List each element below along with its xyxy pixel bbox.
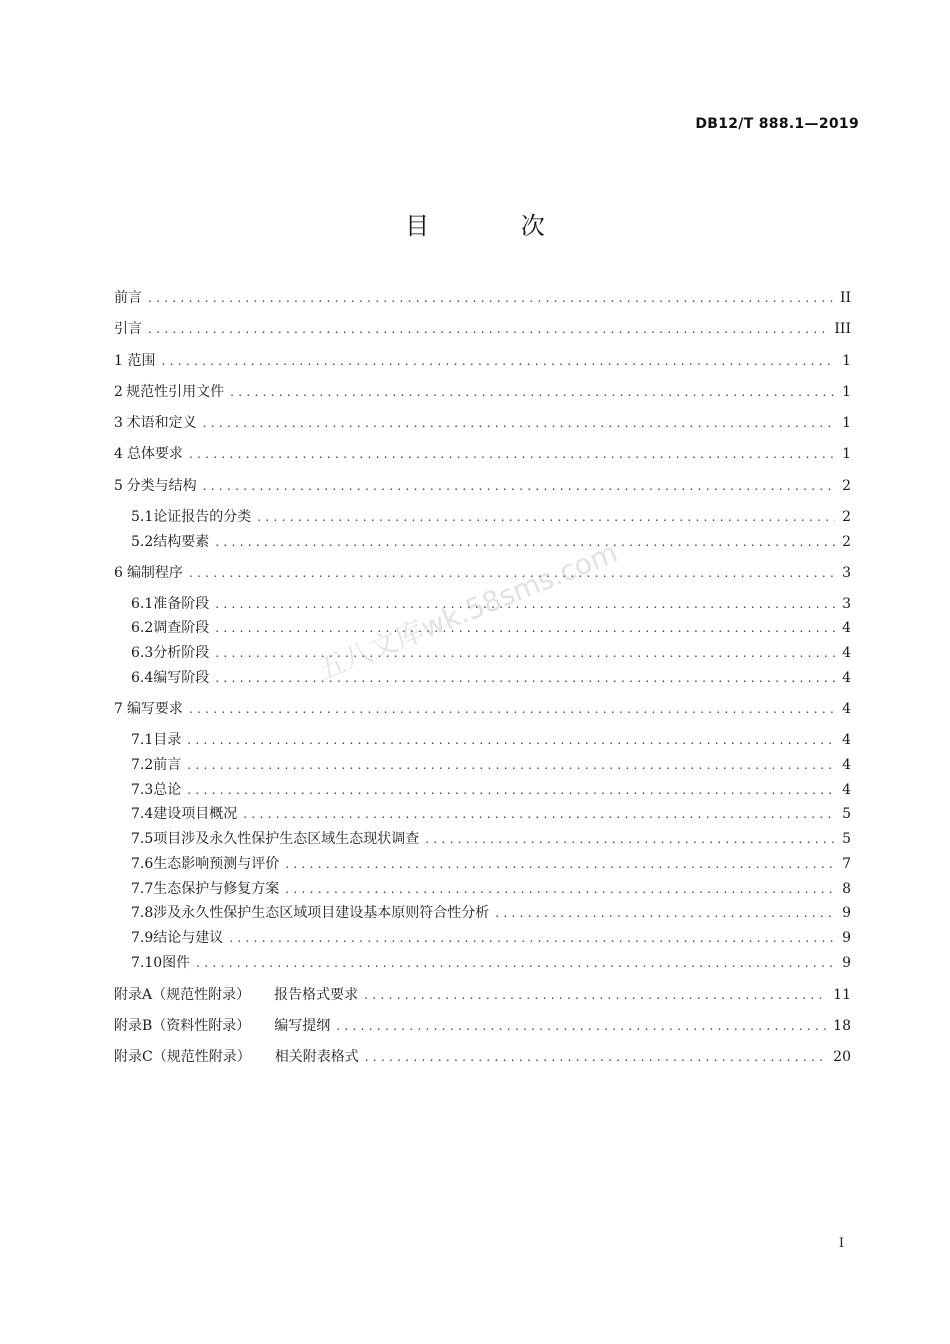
toc-entry[interactable] (131, 779, 851, 801)
toc-entry-label: 生态影响预测与评价 (153, 856, 280, 872)
toc-entry-page: 4 (842, 732, 851, 748)
toc-entry[interactable] (131, 729, 851, 751)
toc-entry[interactable] (114, 350, 851, 372)
toc-entry-label: 分析阶段 (153, 645, 210, 661)
toc-entry-number: 6.3 (131, 645, 154, 661)
toc-entry-label: 分类与结构 (126, 478, 197, 494)
toc-leader-dots (365, 1046, 827, 1068)
toc-entry-page: 9 (842, 930, 851, 946)
toc-entry-label: 相关附表格式 (274, 1049, 359, 1065)
toc-entry[interactable] (114, 475, 851, 497)
toc-entry-page: 5 (842, 831, 851, 847)
toc-entry[interactable] (131, 531, 851, 553)
toc-entry-page: 2 (842, 534, 851, 550)
toc-entry-number: 3 (114, 415, 123, 431)
toc-entry-label: 图件 (162, 955, 191, 971)
toc-leader-dots (285, 853, 835, 875)
toc-entry-label: 项目涉及永久性保护生态区域生态现状调查 (153, 831, 420, 847)
toc-leader-dots (243, 803, 835, 825)
watermark: 五八文库wk.58sms.com (312, 535, 623, 687)
toc-entry[interactable] (114, 1046, 851, 1068)
toc-entry-number: 5.2 (131, 534, 154, 550)
toc-entry-number: 7.9 (131, 930, 154, 946)
toc-entry-number: 7.1 (131, 732, 154, 748)
toc-entry-label: 引言 (114, 321, 142, 337)
toc-entry-page: 5 (842, 806, 851, 822)
toc-entry-page: 4 (842, 757, 851, 773)
toc-entry-label: 前言 (153, 757, 182, 773)
toc-entry[interactable] (131, 853, 851, 875)
toc-entry-page: 7 (842, 856, 851, 872)
toc-entry-number: 7.6 (131, 856, 154, 872)
toc-entry-number: 7.2 (131, 757, 154, 773)
toc-entry-label: 规范性引用文件 (126, 384, 225, 400)
toc-entry-number: 7.4 (131, 806, 154, 822)
toc-entry-label: 结论与建议 (153, 930, 224, 946)
toc-entry-label: 总体要求 (126, 446, 183, 462)
toc-entry-number: 7.10 (131, 955, 163, 971)
toc-entry-number: 7.7 (131, 881, 154, 897)
toc-leader-dots (229, 927, 835, 949)
toc-leader-dots (189, 443, 835, 465)
toc-entry[interactable] (131, 927, 851, 949)
toc-leader-dots (364, 984, 827, 1006)
toc-entry-label: 编写阶段 (153, 670, 210, 686)
toc-leader-dots (336, 1015, 827, 1037)
toc-entry[interactable] (114, 381, 851, 403)
toc-entry-label: 调查阶段 (153, 620, 210, 636)
page-number: I (838, 1236, 844, 1251)
toc-leader-dots (161, 350, 835, 372)
toc-entry-number: 2 (114, 384, 123, 400)
toc-leader-dots (425, 828, 835, 850)
toc-entry-number: 7.5 (131, 831, 154, 847)
toc-entry-label: 编写提纲 (274, 1018, 331, 1034)
toc-entry-page: 4 (842, 645, 851, 661)
toc-entry-number: 4 (114, 446, 123, 462)
toc-entry-label: 术语和定义 (126, 415, 197, 431)
toc-entry-page: 9 (842, 905, 851, 921)
toc-leader-dots (187, 779, 835, 801)
toc-entry-page: 3 (842, 596, 851, 612)
toc-entry-number: 附录A（规范性附录） (114, 987, 251, 1003)
toc-entry-page: 11 (833, 987, 851, 1003)
toc-entry-page: 8 (842, 881, 851, 897)
toc-entry[interactable] (114, 1015, 851, 1037)
toc-entry-page: 4 (842, 701, 851, 717)
toc-title: 目 次 (405, 212, 587, 240)
toc-leader-dots (196, 952, 835, 974)
document-code: DB12/T 888.1—2019 (695, 116, 859, 132)
toc-entry-page: 9 (842, 955, 851, 971)
toc-entry-label: 总论 (153, 782, 182, 798)
toc-entry-label: 编制程序 (126, 565, 183, 581)
toc-entry-page: II (839, 290, 851, 306)
toc-entry-page: 1 (842, 384, 851, 400)
toc-entry-number: 7.3 (131, 782, 154, 798)
toc-entry-page: 3 (842, 565, 851, 581)
toc-entry-page: 4 (842, 620, 851, 636)
toc-entry-label: 报告格式要求 (274, 987, 359, 1003)
toc-entry[interactable] (114, 984, 851, 1006)
toc-leader-dots (257, 506, 835, 528)
toc-entry-label: 生态保护与修复方案 (153, 881, 280, 897)
toc-entry[interactable] (131, 642, 851, 664)
toc-entry-number: 6.4 (131, 670, 154, 686)
toc-entry-label: 范围 (127, 353, 156, 369)
toc-entry-number: 附录B（资料性附录） (114, 1018, 251, 1034)
toc-leader-dots (495, 902, 835, 924)
toc-entry[interactable] (114, 698, 851, 720)
toc-leader-dots (187, 729, 835, 751)
toc-entry-label: 前言 (114, 290, 142, 306)
toc-entry-page: 1 (842, 415, 851, 431)
toc-entry-number: 1 (114, 353, 123, 369)
toc-entry[interactable] (114, 412, 851, 434)
toc-entry-page: 2 (842, 478, 851, 494)
toc-entry-page: 4 (842, 782, 851, 798)
toc-entry[interactable] (131, 667, 851, 689)
toc-entry-page: 1 (842, 353, 851, 369)
toc-entry[interactable] (131, 754, 851, 776)
toc-entry[interactable] (131, 952, 851, 974)
toc-entry-label: 目录 (153, 732, 182, 748)
toc-entry-number: 6 (114, 565, 123, 581)
toc-entry[interactable] (131, 902, 851, 924)
toc-entry-label: 论证报告的分类 (153, 509, 252, 525)
toc-leader-dots (230, 381, 835, 403)
toc-leader-dots (215, 667, 835, 689)
toc-leader-dots (215, 531, 835, 553)
toc-entry-label: 结构要素 (153, 534, 210, 550)
toc-entry-label: 编写要求 (126, 701, 183, 717)
toc-entry[interactable] (114, 287, 851, 309)
toc-leader-dots (187, 754, 835, 776)
toc-entry-page: 18 (833, 1018, 851, 1034)
toc-entry-number: 附录C（规范性附录） (114, 1049, 251, 1065)
toc-entry[interactable] (131, 878, 851, 900)
toc-leader-dots (203, 475, 835, 497)
toc-entry-number: 7 (114, 701, 123, 717)
toc-entry-label: 涉及永久性保护生态区域项目建设基本原则符合性分析 (153, 905, 490, 921)
toc-entry[interactable] (131, 828, 851, 850)
toc-entry-number: 6.1 (131, 596, 154, 612)
toc-entry[interactable] (131, 803, 851, 825)
toc-leader-dots (189, 698, 835, 720)
toc-entry-page: 2 (842, 509, 851, 525)
toc-leader-dots (148, 318, 828, 340)
toc-entry[interactable] (131, 506, 851, 528)
toc-entry-number: 7.8 (131, 905, 154, 921)
toc-entry-number: 5.1 (131, 509, 154, 525)
toc-entry-label: 建设项目概况 (153, 806, 238, 822)
toc-entry[interactable] (114, 318, 851, 340)
toc-entry-page: 1 (842, 446, 851, 462)
toc-leader-dots (215, 642, 835, 664)
toc-entry-label: 准备阶段 (153, 596, 210, 612)
toc-entry-number: 5 (114, 478, 123, 494)
toc-entry-page: 20 (833, 1049, 851, 1065)
toc-entry[interactable] (114, 443, 851, 465)
toc-leader-dots (215, 617, 835, 639)
toc-leader-dots (285, 878, 835, 900)
toc-entry-page: 4 (842, 670, 851, 686)
toc-leader-dots (203, 412, 835, 434)
toc-entry-number: 6.2 (131, 620, 154, 636)
toc-leader-dots (148, 287, 834, 309)
toc-entry-page: III (834, 321, 851, 337)
